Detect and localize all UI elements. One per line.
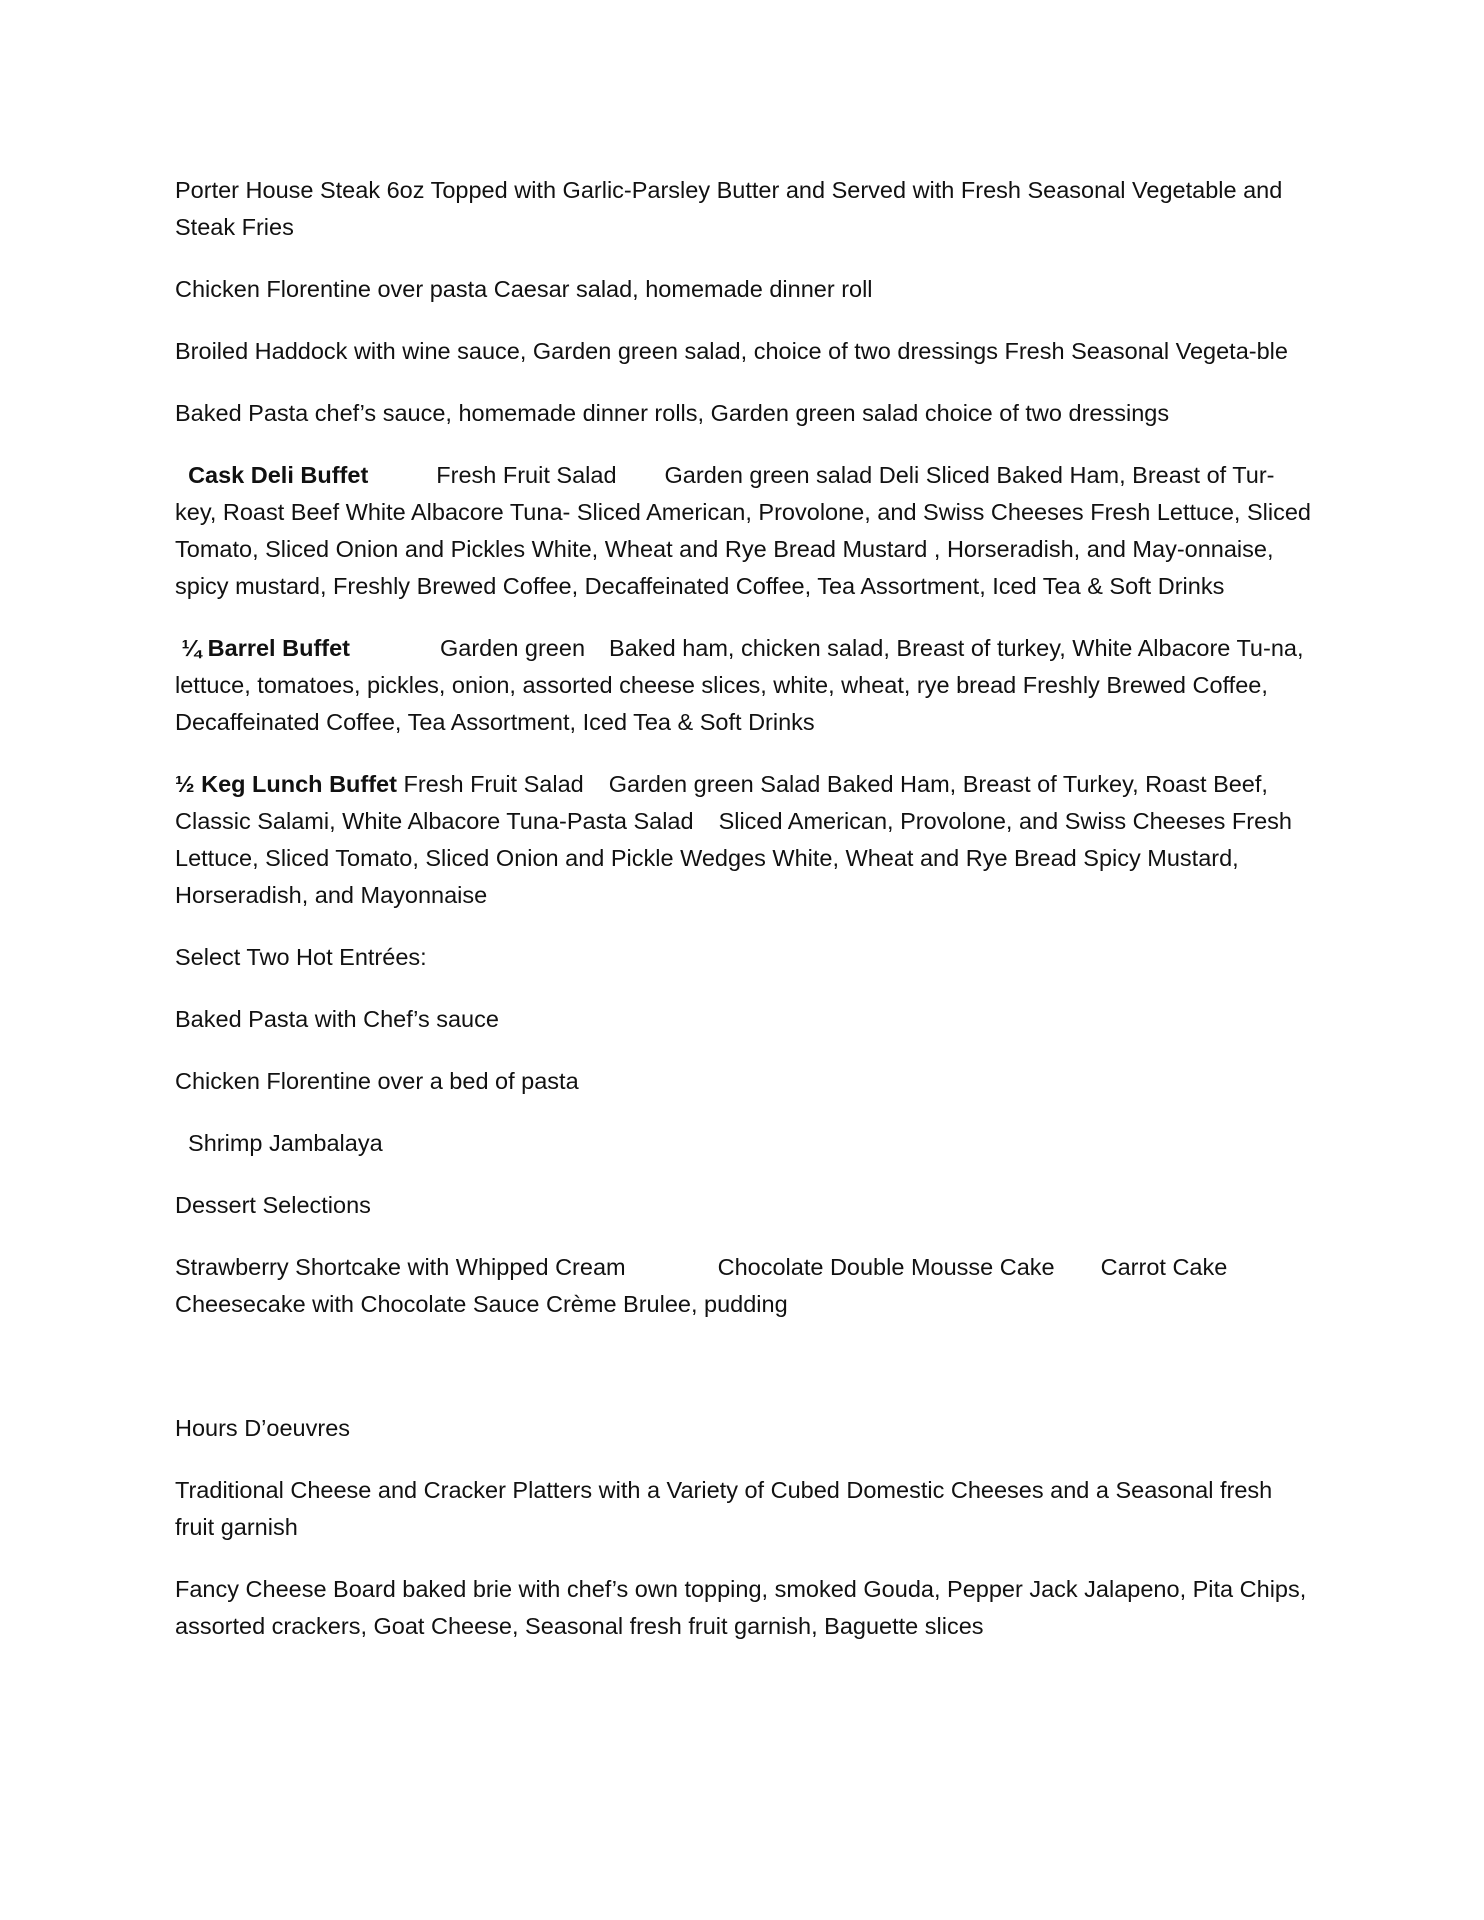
broiled-haddock-item: Broiled Haddock with wine sauce, Garden green salad, choice of two dressings Fresh Seasonal Vegeta-ble (175, 338, 1288, 364)
half-keg-item-fruit: Fresh Fruit Salad (396, 771, 584, 797)
quarter-barrel-details: Baked ham, chicken salad, Breast of turkey, White Albacore Tu-na, lettuce, tomatoes, pickles, onion, assorted cheese slices, white, wheat, rye bread Freshly Brewed Coffee, Decaffeinated Coffee, Tea Assortment, Iced Tea & Soft Drinks (175, 635, 1304, 735)
cask-deli-buffet (175, 457, 1315, 605)
cask-deli-details: Garden green salad Deli Sliced Baked Ham, Breast of Tur-key, Roast Beef White Albacore Tuna- Sliced American, Provolone, and Swiss Cheeses Fresh Lettuce, Sliced Tomato, Sliced Onion and Pickles White, Wheat and Rye Bread Mustard , Horseradish, and May-onnaise, spicy mustard, Freshly Brewed Coffee, Decaffeinated Coffee, Tea Assortment, Iced Tea & Soft Drinks (175, 462, 1311, 599)
dessert-heading: Dessert Selections (175, 1192, 371, 1218)
half-keg-item-salad: Garden green Salad Baked Ham, Breast of Turkey, Roast Beef, Classic Salami, White Albacore Tuna-Pasta Salad (175, 771, 1268, 834)
dessert-carrot-more: Carrot Cake Cheesecake with Chocolate Sauce Crème Brulee, pudding (175, 1254, 1228, 1317)
chicken-florentine-item: Chicken Florentine over pasta Caesar salad, homemade dinner roll (175, 276, 873, 302)
porterhouse-text: Porter House Steak 6oz Topped with Garlic-Parsley Butter and Served with Fresh Seasonal Vegetable and Steak Fries (175, 177, 1283, 240)
baked-pasta-item: Baked Pasta chef’s sauce, homemade dinner rolls, Garden green salad choice of two dressings (175, 400, 1170, 426)
hors-doeuvres-heading: Hours D’oeuvres (175, 1415, 351, 1441)
quarter-barrel-buffet (175, 630, 1315, 741)
menu-content (175, 172, 1315, 1670)
fancy-cheese-board: Fancy Cheese Board baked brie with chef’s own topping, smoked Gouda, Pepper Jack Jalapeno, Pita Chips, assorted crackers, Goat Cheese, Seasonal fresh fruit garnish, Baguette slices (175, 1576, 1307, 1639)
dessert-strawberry: Strawberry Shortcake with Whipped Cream (175, 1254, 626, 1280)
quarter-barrel-item-green: Garden green (440, 635, 586, 661)
section-spacer (175, 1348, 1315, 1410)
entree-chicken-florentine: Chicken Florentine over a bed of pasta (175, 1068, 579, 1094)
half-keg-details: Sliced American, Provolone, and Swiss Cheeses Fresh Lettuce, Sliced Tomato, Sliced Onion and Pickle Wedges White, Wheat and Rye Bread Spicy Mustard, Horseradish, and Mayonnaise (175, 808, 1292, 908)
entree-baked-pasta: Baked Pasta with Chef’s sauce (175, 1006, 499, 1032)
dessert-chocolate: Chocolate Double Mousse Cake (717, 1254, 1055, 1280)
half-keg-lunch-buffet (175, 766, 1315, 914)
porterhouse-steak-item (175, 172, 1315, 246)
dessert-list (175, 1249, 1315, 1323)
cheese-cracker-platter: Traditional Cheese and Cracker Platters with a Variety of Cubed Domestic Cheeses and a Seasonal fresh fruit garnish (175, 1477, 1273, 1540)
cask-deli-title: Cask Deli Buffet (188, 462, 369, 488)
half-keg-title: ½ Keg Lunch Buffet (175, 771, 397, 797)
quarter-barrel-title: ¼ Barrel Buffet (181, 635, 350, 661)
entree-shrimp-jambalaya: Shrimp Jambalaya (181, 1130, 383, 1156)
select-two-entrees: Select Two Hot Entrées: (175, 944, 427, 970)
cask-deli-item-fruit: Fresh Fruit Salad (436, 462, 617, 488)
